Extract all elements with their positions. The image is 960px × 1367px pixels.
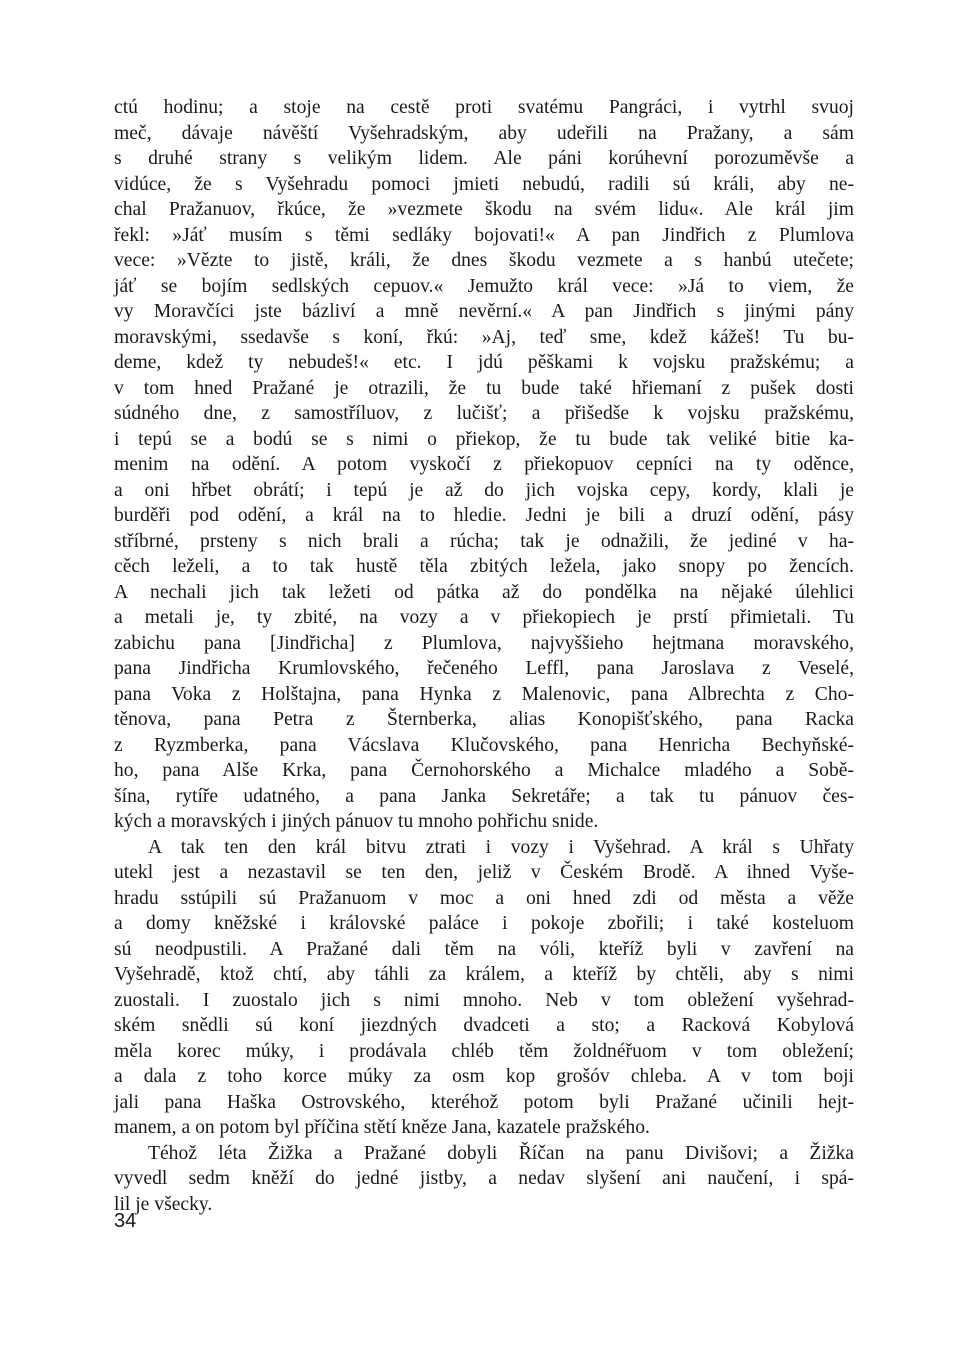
text-line: vy Moravčíci jste bázliví a mně nevěrní.« A pan Jindřich s jinými pány	[114, 301, 854, 322]
text-line: Vyšehradě, ktož chtí, aby táhli za králem, a kteříž by chtěli, aby s nimi	[114, 964, 854, 985]
text-line: a oni hřbet obrátí; i tepú je až do jich vojska cepy, kordy, klali je	[114, 479, 854, 501]
text-line: a dala z toho korce múky za osm kop grošóv chleba. A v tom boji	[114, 1066, 854, 1087]
text-line: hradu sstúpili sú Pražanuom v moc a oni hned zdi od města a věže	[114, 887, 854, 909]
body-text	[114, 95, 854, 1217]
text-line: měla korec múky, i prodávala chléb těm žoldnéřuom v tom obležení;	[114, 1040, 854, 1062]
text-line: chal Pražanuov, řkúce, že »vezmete škodu na svém lidu«. Ale král jim	[114, 199, 854, 220]
text-line: deme, kdež ty nebudeš!« etc. I jdú pěškami k vojsku pražskému; a	[114, 352, 854, 373]
text-line: burděři pod odění, a král na to hledie. Jedni je bili a druzí odění, pásy	[114, 505, 854, 526]
text-line: šína, rytíře udatného, a pana Janka Sekretáře; a tak tu pánuov čes-	[114, 785, 854, 807]
text-line: moravskými, ssedavše s koní, řkú: »Aj, teď sme, kdež kážeš! Tu bu-	[114, 326, 854, 348]
text-line: Téhož léta Žižka a Pražané dobyli Říčan na panu Divišovi; a Žižka	[148, 1142, 854, 1164]
text-line: v tom hned Pražané je otrazili, že tu bude také hřiemaní z pušek dosti	[114, 377, 854, 399]
text-line: sú neodpustili. A Pražané dali těm na vóli, kteříž byli v zavření na	[114, 938, 854, 960]
text-line: vidúce, že s Vyšehradu pomoci jmieti nebudú, radili sú králi, aby ne-	[114, 173, 854, 195]
text-line: a domy kněžské i královské paláce i pokoje zbořili; i také kosteluom	[114, 913, 854, 934]
page-number: 34	[114, 1210, 137, 1232]
text-line: pana Voka z Holštajna, pana Hynka z Malenovic, pana Albrechta z Cho-	[114, 683, 854, 705]
text-line: řekl: »Jáť musím s těmi sedláky bojovati!« A pan Jindřich z Plumlova	[114, 224, 854, 246]
text-line: manem, a on potom byl příčina stětí kněze Jana, kazatele pražského.	[114, 1117, 650, 1138]
text-line: i tepú se a bodú se s nimi o přiekop, že tu bude tak veliké bitie ka-	[114, 428, 854, 450]
text-line: A tak ten den král bitvu ztrati i vozy i Vyšehrad. A král s Uhřaty	[148, 836, 854, 858]
text-line: meč, dávaje návěští Vyšehradským, aby udeřili na Pražany, a sám	[114, 122, 854, 144]
text-line: vyvedl sedm kněží do jedné jistby, a nedav slyšení ani naučení, i spá-	[114, 1168, 854, 1189]
text-line: jali pana Haška Ostrovského, kteréhož potom byli Pražané učinili hejt-	[114, 1091, 854, 1113]
text-line: těnova, pana Petra z Šternberka, alias Konopišťského, pana Racka	[114, 709, 854, 730]
text-line: súdného dne, z samostříluov, z lučišť; a přišedše k vojsku pražskému,	[114, 403, 854, 424]
text-line: menim na odění. A potom vyskočí z přiekopuov cepníci na ty oděnce,	[114, 454, 854, 475]
text-line: kých a moravských i jiných pánuov tu mnoho pohřichu snide.	[114, 811, 599, 832]
text-line: ském snědli sú koní jiezdných dvadceti a sto; a Racková Kobylová	[114, 1015, 854, 1036]
text-line: ctú hodinu; a stoje na cestě proti svatému Pangráci, i vytrhl svuoj	[114, 97, 854, 118]
text-line: lil je všecky.	[114, 1193, 213, 1215]
text-line: s druhé strany s velikým lidem. Ale páni korúhevní porozuměvše a	[114, 148, 854, 169]
text-line: a metali je, ty zbité, na vozy a v přiekopiech je prstí přimietali. Tu	[114, 607, 854, 628]
text-line: A nechali jich tak ležeti od pátka až do pondělka na nějaké úlehlici	[114, 581, 854, 603]
text-line: z Ryzmberka, pana Vácslava Klučovského, pana Henricha Bechyňské-	[114, 734, 854, 756]
text-line: zabichu pana [Jindřicha] z Plumlova, najvyššieho hejtmana moravského,	[114, 632, 854, 654]
text-line: pana Jindřicha Krumlovského, řečeného Leffl, pana Jaroslava z Veselé,	[114, 658, 854, 679]
text-line: stříbrné, prsteny s nich brali a rúcha; tak je odnažili, že jediné v ha-	[114, 530, 854, 552]
text-line: cěch leželi, a to tak hustě těla zbitých ležela, jako snopy po žencích.	[114, 556, 854, 577]
text-line: vece: »Vězte to jistě, králi, že dnes škodu vezmete a s hanbú utečete;	[114, 250, 854, 271]
text-line: utekl jest a nezastavil se ten den, jeliž v Českém Brodě. A ihned Vyše-	[114, 862, 854, 883]
text-line: ho, pana Alše Krka, pana Černohorského a Michalce mladého a Sobě-	[114, 760, 854, 781]
text-line: zuostali. I zuostalo jich s nimi mnoho. Neb v tom obležení vyšehrad-	[114, 989, 854, 1011]
text-line: jáť se bojím sedlských cepuov.« Jemužto král vece: »Já to viem, že	[114, 275, 854, 297]
